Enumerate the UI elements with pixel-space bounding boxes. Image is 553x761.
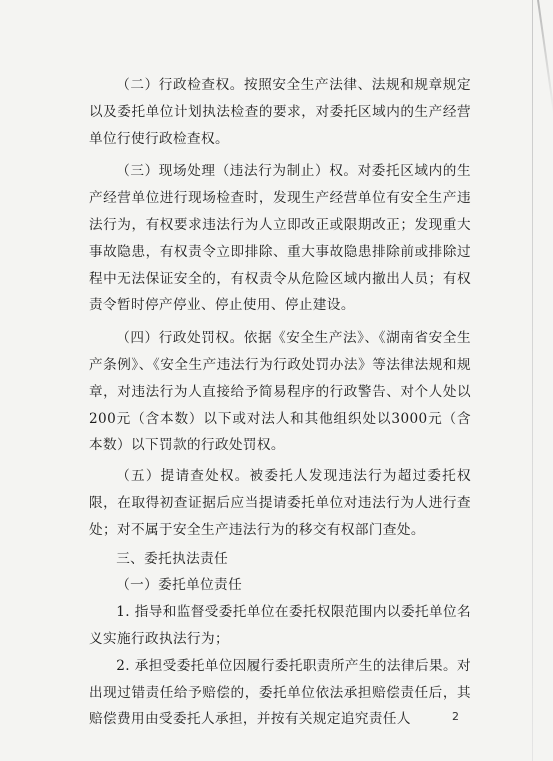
- list-item-1: 1. 指导和监督受委托单位在委托权限范围内以委托单位名义实施行政执法行为；: [89, 604, 471, 647]
- paragraph-penalty-right: （四）行政处罚权。依据《安全生产法》、《湖南省安全生产条例》、《安全生产违法行为行政处罚办法》等法律法规和规章，对违法行为人直接给予简易程序的行政警告、对个人处以200元（含本数）以下或对法人和其他组织处以3000元（含本数）以下罚款的行政处罚权。: [89, 330, 471, 454]
- list-item-2: 2. 承担受委托单位因履行委托职责所产生的法律后果。对出现过错责任给予赔偿的，委托单位依法承担赔偿责任后，其赔偿费用由受委托人承担，并按有关规定追究责任人: [89, 657, 471, 728]
- paragraph-referral-right: （五）提请查处权。被委托人发现违法行为超过委托权限，在取得初查证据后应当提请委托单位对违法行为人进行查处；对不属于安全生产违法行为的移交有权部门查处。: [89, 468, 471, 538]
- paragraph-on-site-handling-right: （三）现场处理（违法行为制止）权。对委托区域内的生产经营单位进行现场检查时，发现生产经营单位有安全生产违法行为，有权要求违法行为人立即改正或限期改正；发现重大事故隐患，有权责令立即排除、重大事故隐患排除前或排除过程中无法保证安全的，有权责令从危险区域内撤出人员；有权责令暂时停产停业、停止使用、停止建设。: [89, 163, 471, 314]
- page-number: 2: [452, 710, 459, 723]
- paragraph-inspection-right: （二）行政检查权。按照安全生产法律、法规和规章规定以及委托单位计划执法检查的要求，对委托区域内的生产经营单位行使行政检查权。: [89, 77, 471, 147]
- document-body: [89, 72, 471, 733]
- section-heading-responsibilities: 三、委托执法责任: [116, 550, 229, 567]
- subsection-heading-entrusting-unit: （一）委托单位责任: [116, 577, 243, 594]
- page-edge: [532, 0, 533, 761]
- paper-fold-shadow: [537, 0, 553, 119]
